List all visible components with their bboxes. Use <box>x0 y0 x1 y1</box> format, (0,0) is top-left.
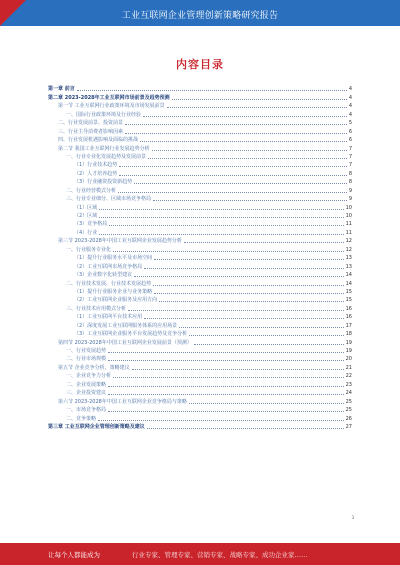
toc-dot-leader <box>119 175 347 176</box>
toc-entry-title: 二、竞争策略 <box>66 415 97 422</box>
toc-entry[interactable] <box>48 109 352 117</box>
toc-entry[interactable] <box>48 177 352 185</box>
toc-entry-page: 21 <box>345 364 352 371</box>
toc-entry-page: 27 <box>345 423 352 430</box>
toc-entry[interactable] <box>48 270 352 278</box>
toc-entry-title: （1）工业互联网平台技术应用 <box>74 314 143 321</box>
toc-entry-page: 9 <box>348 187 352 194</box>
toc-entry[interactable] <box>48 295 352 303</box>
toc-entry-title: （2）深度发展工业互联网服务体系的应用场景 <box>74 322 178 329</box>
toc-entry-page: 18 <box>345 331 352 338</box>
toc-entry[interactable] <box>48 92 352 100</box>
toc-entry[interactable] <box>48 287 352 295</box>
toc-entry-title: 二、行业市场规模 <box>66 356 107 363</box>
toc-entry-title: 三、行业主导消费者影响因素 <box>58 128 124 135</box>
toc-dot-leader <box>189 335 343 336</box>
toc-entry[interactable] <box>48 337 352 345</box>
toc-entry-title: （3）企业数字化转型建议 <box>74 272 133 279</box>
toc-dot-leader <box>154 293 343 294</box>
toc-entry-page: 14 <box>345 280 352 287</box>
toc-entry-title: （1）行业技术趋势 <box>74 162 118 169</box>
toc-entry[interactable] <box>48 303 352 311</box>
toc-entry-title: （3）竞争格局 <box>74 221 108 228</box>
toc-entry-title: 三、企业投资建议 <box>66 390 107 397</box>
toc-entry-page: 11 <box>345 221 352 228</box>
toc-entry[interactable] <box>48 329 352 337</box>
toc-entry-title: 第六节 2023-2028年中国工业互联网企业竞争格局与策略 <box>58 398 187 405</box>
toc-entry-title: （1）提升行业服务企业与业务策略 <box>74 288 153 295</box>
toc-entry-title: 三、行业技术应用模式分析 <box>66 305 127 312</box>
toc-entry[interactable] <box>48 135 352 143</box>
toc-dot-leader <box>125 133 347 134</box>
toc-entry[interactable] <box>48 202 352 210</box>
toc-dot-leader <box>144 318 343 319</box>
toc-entry-title: （2）工业互联网企业服务及应用方向 <box>74 297 158 304</box>
toc-dot-leader <box>134 276 343 277</box>
toc-entry-title: 第四节 2023-2028年中国工业互联网企业发展前景（预测） <box>58 339 192 346</box>
toc-entry-title: 第二节 我国工业互联网行业发展趋势分析 <box>58 145 150 152</box>
toc-entry-page: 19 <box>345 339 352 346</box>
toc-entry-page: 16 <box>345 305 352 312</box>
toc-entry[interactable] <box>48 253 352 261</box>
toc-entry-title: 第一章 前言 <box>48 86 75 93</box>
toc-entry-page: 4 <box>348 86 352 93</box>
toc-dot-leader <box>113 251 344 252</box>
toc-entry-title: 四、行业发展机遇影响及面临的挑战 <box>58 137 139 144</box>
toc-dot-leader <box>143 116 347 117</box>
footer-slogan: 让每个人都能成为 <box>48 551 100 559</box>
toc-entry[interactable] <box>48 126 352 134</box>
toc-entry[interactable] <box>48 362 352 370</box>
toc-entry-page: 10 <box>345 213 352 219</box>
toc-entry[interactable] <box>48 101 352 109</box>
toc-dot-leader <box>194 344 344 345</box>
toc-entry-page: 7 <box>348 153 352 160</box>
toc-entry[interactable] <box>48 84 352 92</box>
toc-entry[interactable] <box>48 388 352 396</box>
toc-entry[interactable] <box>48 371 352 379</box>
toc-entry-page: 7 <box>348 162 352 169</box>
toc-entry-title: 二、行业技术发展、行业技术发展趋势 <box>66 280 152 287</box>
toc-entry[interactable] <box>48 236 352 244</box>
footer-tagline: 行业专家、管理专家、营销专家、战略专家、成功企业家…… <box>132 551 308 559</box>
toc-entry-page: 4 <box>348 94 352 101</box>
toc-entry[interactable] <box>48 244 352 252</box>
toc-dot-leader <box>154 259 343 260</box>
toc-entry-page: 6 <box>348 128 352 135</box>
toc-dot-leader <box>108 352 344 353</box>
toc-entry[interactable] <box>48 422 352 430</box>
toc-dot-leader <box>148 158 347 159</box>
toc-dot-leader <box>159 301 343 302</box>
toc-entry-page: 4 <box>348 103 352 110</box>
toc-entry-page: 10 <box>345 204 352 211</box>
toc-entry-page: 17 <box>345 322 352 329</box>
report-title: 工业互联网企业管理创新策略研究报告 <box>121 11 279 21</box>
toc-entry[interactable] <box>48 379 352 387</box>
toc-entry-page: 11 <box>345 229 352 236</box>
toc-dot-leader <box>147 428 344 429</box>
toc-dot-leader <box>108 411 344 412</box>
toc-entry-page: 15 <box>345 297 352 304</box>
toc-entry-page: 26 <box>345 415 352 422</box>
toc-dot-leader <box>189 403 344 404</box>
toc-entry-page: 25 <box>345 407 352 414</box>
toc-entry[interactable] <box>48 320 352 328</box>
toc-entry-title: 二、行业发展前景、投资前景 <box>58 120 124 127</box>
toc-entry-title: 一、行业发展趋势 <box>66 348 107 354</box>
toc-dot-leader <box>98 420 344 421</box>
toc-entry[interactable] <box>48 413 352 421</box>
toc-dot-leader <box>128 310 344 311</box>
toc-entry-page: 23 <box>345 381 352 388</box>
header-bar <box>0 0 400 26</box>
toc-dot-leader <box>77 90 347 91</box>
toc-dot-leader <box>108 394 344 395</box>
toc-heading: 内容目录 <box>176 58 224 71</box>
toc-entry-page: 9 <box>348 196 352 203</box>
toc-entry-title: 第一节 工业互联网行业政策环境及市场发展前景 <box>58 103 165 110</box>
toc-entry-title: （4）行业 <box>74 229 98 236</box>
toc-entry-title: 二、行业经营模式分析 <box>66 187 117 194</box>
toc-entry-page: 5 <box>348 120 352 127</box>
toc-entry[interactable] <box>48 219 352 227</box>
toc-entry[interactable] <box>48 118 352 126</box>
page-number: 3 <box>351 515 354 520</box>
toc-dot-leader <box>118 192 347 193</box>
toc-entry-page: 12 <box>345 238 352 245</box>
toc-dot-leader <box>153 285 344 286</box>
toc-entry-title: 二、企业发展策略 <box>66 381 107 388</box>
toc-dot-leader <box>99 234 343 235</box>
toc-dot-leader <box>184 242 344 243</box>
toc-entry-page: 13 <box>345 255 352 262</box>
toc-entry-title: （1）提升行业服务水平及市场空间 <box>74 255 153 262</box>
toc-entry-page: 16 <box>345 314 352 321</box>
toc-entry-page: 12 <box>345 246 352 253</box>
toc-entry-title: 第三节 2023-2028年中国工业互联网企业发展趋势分析 <box>58 238 182 245</box>
toc-entry-title: 一、市场竞争格局 <box>66 407 107 414</box>
toc-entry-title: （2）区域 <box>74 213 98 219</box>
toc-entry-page: 7 <box>348 145 352 152</box>
toc-entry-title: （3）工业互联网企业服务平台发展趋势及竞争分析 <box>74 331 188 338</box>
toc-entry-title: 第五节 企业竞争分析、策略建议 <box>58 364 130 371</box>
toc-dot-leader <box>179 327 343 328</box>
toc-entry-page: 13 <box>345 263 352 270</box>
toc-entry[interactable] <box>48 211 352 219</box>
toc-dot-leader <box>144 268 343 269</box>
toc-entry[interactable] <box>48 227 352 235</box>
toc-entry[interactable] <box>48 160 352 168</box>
toc-entry-title: 三、行业专业细分、区域市场竞争格局 <box>66 196 152 203</box>
toc-entry-page: 19 <box>345 348 352 354</box>
toc-entry-title: （3）行业融资投资新趋势 <box>74 179 133 186</box>
toc-entry[interactable] <box>48 346 352 354</box>
toc-entry-page: 14 <box>345 272 352 279</box>
toc-entry[interactable] <box>48 278 352 286</box>
toc-dot-leader <box>140 141 347 142</box>
toc-entry[interactable] <box>48 396 352 404</box>
toc-entry-page: 22 <box>345 373 352 380</box>
toc-entry[interactable] <box>48 261 352 269</box>
toc-entry-page: 25 <box>345 398 352 405</box>
toc-dot-leader <box>99 209 343 210</box>
footer-bar <box>0 543 400 565</box>
toc-entry-title: （2）工业互联网市场竞争格局 <box>74 263 143 270</box>
toc-dot-leader <box>125 124 347 125</box>
toc-entry-title: 一、行业专业化发展趋势及发展前景 <box>66 153 147 160</box>
toc-dot-leader <box>153 200 347 201</box>
toc-dot-leader <box>108 360 344 361</box>
toc-dot-leader <box>119 166 347 167</box>
toc-entry-page: 20 <box>345 356 352 363</box>
toc-dot-leader <box>109 225 343 226</box>
toc-entry[interactable] <box>48 194 352 202</box>
toc-entry[interactable] <box>48 152 352 160</box>
toc-entry[interactable] <box>48 405 352 413</box>
toc-entry-page: 24 <box>345 390 352 397</box>
toc-dot-leader <box>108 386 344 387</box>
toc-entry-page: 8 <box>348 179 352 186</box>
toc-entry-title: 第二章 2023-2028年工业互联网市场前景及趋势预测 <box>48 94 170 101</box>
toc-entry[interactable] <box>48 143 352 151</box>
toc-entry-page: 15 <box>345 288 352 295</box>
toc-entry-title: 一、行业服务专业化 <box>66 246 112 253</box>
table-of-contents <box>48 84 352 430</box>
toc-dot-leader <box>152 150 347 151</box>
toc-dot-leader <box>132 369 344 370</box>
toc-entry-title: 一、国际行业政策环境及行业经验 <box>66 111 142 118</box>
toc-entry-page: 6 <box>348 137 352 144</box>
toc-entry[interactable] <box>48 185 352 193</box>
toc-dot-leader <box>167 107 347 108</box>
toc-entry-title: （1）区域 <box>74 204 98 211</box>
toc-entry-title: 一、企业竞争力分析 <box>66 373 112 380</box>
toc-entry-title: （2）人才培养趋势 <box>74 170 118 177</box>
toc-entry-page: 4 <box>348 111 352 118</box>
toc-entry-page: 8 <box>348 170 352 177</box>
toc-entry[interactable] <box>48 312 352 320</box>
toc-dot-leader <box>99 217 343 218</box>
toc-entry[interactable] <box>48 168 352 176</box>
toc-dot-leader <box>113 377 344 378</box>
toc-entry[interactable] <box>48 354 352 362</box>
toc-dot-leader <box>134 183 347 184</box>
toc-entry-title: 第三章 工业互联网企业管理创新策略及建议 <box>48 423 145 430</box>
toc-dot-leader <box>172 99 347 100</box>
